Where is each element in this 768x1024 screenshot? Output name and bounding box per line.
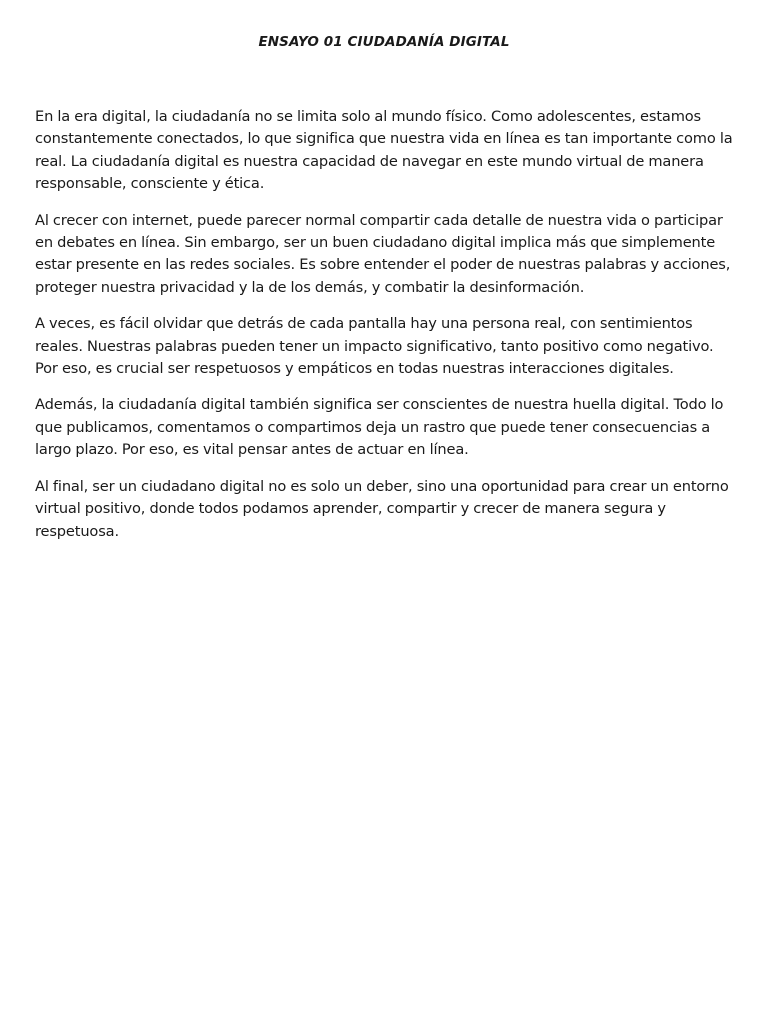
paragraph-4: Además, la ciudadanía digital también significa ser conscientes de nuestra huella digital. Todo lo que publicamos, comentamos o compartimos deja un rastro que puede tener consecuencias a largo plazo. Por eso, es vital pensar antes de actuar en línea. (35, 396, 724, 459)
paragraph-2: Al crecer con internet, puede parecer normal compartir cada detalle de nuestra vida o participar en debates en línea. Sin embargo, ser un buen ciudadano digital implica más que simplemente estar presente en las redes sociales. Es sobre entender el poder de nuestras palabras y acciones, proteger nuestra privacidad y la de los demás, y combatir la desinformación. (35, 211, 731, 296)
document-title: ENSAYO 01 CIUDADANÍA DIGITAL (258, 34, 510, 50)
document-body (35, 106, 735, 557)
paragraph-5: Al final, ser un ciudadano digital no es solo un deber, sino una oportunidad para crear un entorno virtual positivo, donde todos podamos aprender, compartir y crecer de manera segura y respetuosa. (35, 477, 729, 540)
paragraph-1: En la era digital, la ciudadanía no se limita solo al mundo físico. Como adolescentes, estamos constantemente conectados, lo que significa que nuestra vida en línea es tan importante como la real. La ciudadanía digital es nuestra capacidad de navegar en este mundo virtual de manera responsable, consciente y ética. (35, 108, 733, 193)
paragraph-3: A veces, es fácil olvidar que detrás de cada pantalla hay una persona real, con sentimientos reales. Nuestras palabras pueden tener un impacto significativo, tanto positivo como negativo. Por eso, es crucial ser respetuosos y empáticos en todas nuestras interacciones digitales. (35, 315, 714, 378)
